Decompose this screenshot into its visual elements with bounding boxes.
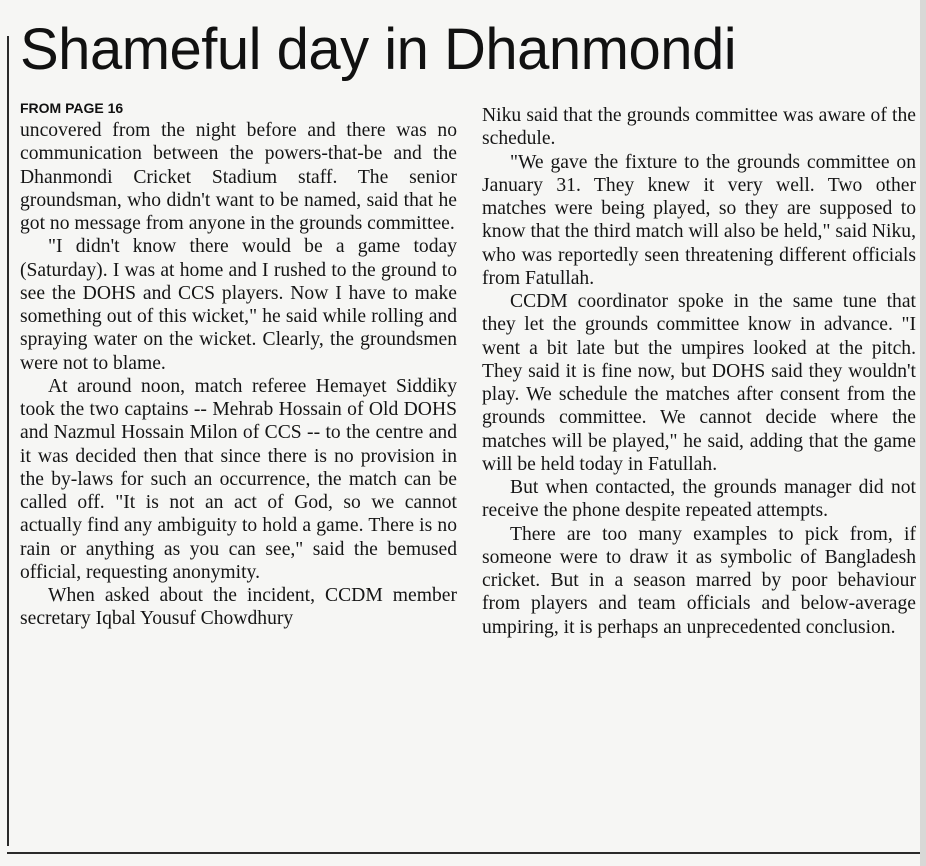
column-gutter [468, 104, 469, 844]
continued-from-label: FROM PAGE 16 [20, 100, 124, 116]
article-headline: Shameful day in Dhanmondi [20, 17, 737, 82]
paragraph: When asked about the incident, CCDM member secretary Iqbal Yousuf Chowdhury [20, 585, 457, 630]
article-column-left [20, 119, 457, 631]
bottom-rule [7, 852, 920, 854]
paragraph: Niku said that the grounds committee was aware of the schedule. [482, 105, 916, 150]
paragraph: "I didn't know there would be a game today (Saturday). I was at home and I rushed to the ground to see the DOHS and CCS players. Now I have to make something out of this wicket," he said while rolling and spraying water on the wicket. Clearly, the groundsmen were not to blame. [20, 236, 457, 374]
paragraph: But when contacted, the grounds manager did not receive the phone despite repeated attempts. [482, 477, 916, 522]
article-column-right [482, 104, 916, 639]
paragraph: At around noon, match referee Hemayet Siddiky took the two captains -- Mehrab Hossain of Old DOHS and Nazmul Hossain Milon of CCS -- to the centre and it was decided then that since there is no provision in the by-laws for such an occurrence, the match can be called off. "It is not an act of God, so we cannot actually find any ambiguity to hold a game. There is no rain or anything as you can see," said the bemused official, requesting anonymity. [20, 375, 457, 583]
left-column-rule [7, 36, 9, 846]
paragraph: CCDM coordinator spoke in the same tune that they let the grounds committee know in advance. "I went a bit late but the umpires looked at the pitch. They said it is fine now, but DOHS said they wouldn't play. We schedule the matches after consent from the grounds committee. We cannot decide where the matches will be played," he said, adding that the game will be held today in Fatullah. [482, 291, 916, 475]
page-edge-shadow [920, 0, 926, 866]
paragraph: There are too many examples to pick from, if someone were to draw it as symbolic of Bangladesh cricket. But in a season marred by poor behaviour from players and team officials and below-average umpiring, it is perhaps an unprecedented conclusion. [482, 523, 916, 638]
paragraph: uncovered from the night before and there was no communication between the powers-that-be and the Dhanmondi Cricket Stadium staff. The senior groundsman, who didn't want to be named, said that he got no message from anyone in the grounds committee. [20, 120, 457, 234]
paragraph: "We gave the fixture to the grounds committee on January 31. They knew it very well. Two other matches were being played, so they are supposed to know that the third match will also be held," said Niku, who was reportedly seen threatening different officials from Fatullah. [482, 151, 916, 289]
